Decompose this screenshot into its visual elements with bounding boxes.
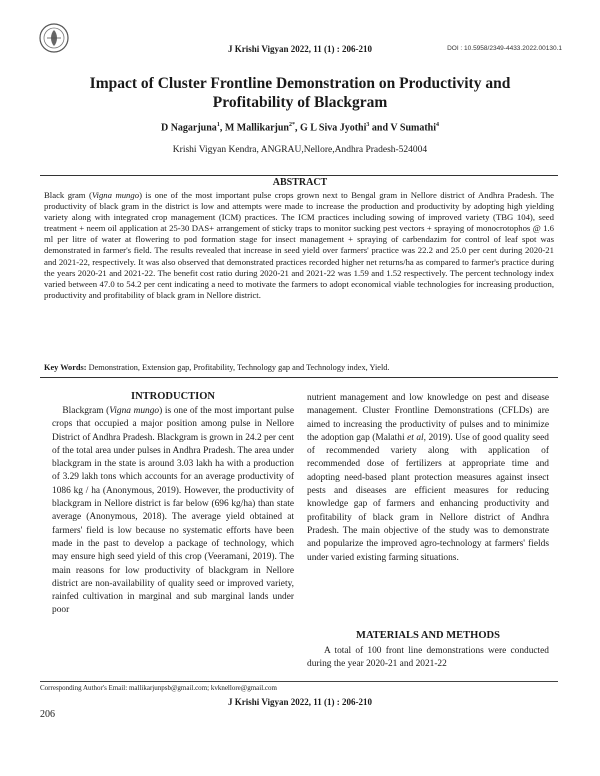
body-text-part: Blackgram ( — [62, 406, 110, 416]
introduction-text-left — [52, 405, 294, 618]
page-number: 206 — [40, 709, 55, 720]
keywords-list: Demonstration, Extension gap, Profitability, Technology gap and Technology index, Yield. — [88, 363, 390, 372]
species-name: Vigna mungo — [109, 406, 160, 416]
author-affil-mark: 1 — [216, 122, 220, 128]
citation-etal: et al, — [407, 432, 426, 443]
corresponding-author-email: Corresponding Author's Email: mallikarjunpsb@gmail.com; kvknellore@gmail.com — [40, 684, 277, 692]
introduction-text-right — [307, 392, 549, 565]
methods-heading: MATERIALS AND METHODS — [356, 630, 500, 641]
author-affil-mark: 2* — [288, 122, 295, 128]
author-name: V Sumathi — [390, 122, 437, 134]
body-text-part: 2019). Use of good quality seed of recommended variety along with application of recommended dose of fertilizers at appropriate time and adopting need-based plant protection measures against insect pests and diseases are efficient measures for reducing knowledge gap of farmers and enhancing productivity and profitability of black gram in Nellore district of Andhra Pradesh. The main objective of the study was to demonstrate and popularize the improved agro-technology at farmers' fields under varied existing farming situations. — [307, 432, 549, 563]
keywords — [44, 362, 554, 373]
body-text-part: nutrient management and low knowledge on pest and disease management. Cluster Frontline Demonstrations (CFLDs) are aimed to increasing the productivity of pulses and to minimize the adoption gap (Malathi — [307, 393, 549, 443]
body-text-part: ) is one of the most important pulse crops that occupied a major position among pulse in Nellore District of Andhra Pradesh. Blackgram is grown in 24.2 per cent of the total area under pulses in Andhra Pradesh. The area under blackgram in the state is around 3.03 lakh ha with a production of 3.29 lakh tons which accounts for an average productivity of 1086 kg / ha (Anonymous, 2019). However, the productivity of blackgram in Nellore district is far below (696 kg/ha) than state average (Anonymous, 2018). The average yield obtained at farmers' field is low because no systematic efforts have been made in the past to develop a package of technology, which may ensure high seed yield of this crop (Veeramani, 2019). The main reasons for low productivity of blackgram in Nellore district are non-availability of quality seed or improved variety, rainfed cultivation in marginal and sub marginal lands under poor — [52, 406, 294, 616]
author-list: D Nagarjuna$^1$, M Mallikarjun$^{2*}$, G L Siva Jyothi$^3$ and V Sumathi$^4$ — [160, 122, 440, 134]
methods-text — [307, 645, 549, 672]
affiliation: Krishi Vigyan Kendra, ANGRAU,Nellore,Andhra Pradesh-524004 — [172, 145, 428, 155]
abstract-heading: ABSTRACT — [272, 177, 328, 188]
article-title: Impact of Cluster Frontline Demonstration on Productivity and Profitability of Blackgram — [89, 75, 511, 111]
author-name: M Mallikarjun — [224, 122, 289, 134]
species-name: Vigna mungo — [91, 190, 140, 200]
keywords-label: Key Words: — [44, 363, 87, 372]
author-affil-mark: 3 — [366, 122, 370, 128]
abstract-text — [44, 190, 554, 301]
introduction-heading: INTRODUCTION — [130, 391, 215, 402]
abstract-text-part: ) is one of the most important pulse crops grown next to Bengal gram in Nellore district of Andhra Pradesh. The productivity of black gram in the district is low and attempts were made to increase the production and productivity by adopting high yielding variety along with integrated crop management (ICM) practices. The ICM practices including sowing of improved variety (TBG 104), seed treatment + neem oil application at 25-30 DAS+ arrangement of sticky traps to monitor sucking pest vectors + spraying of monocrotophos @ 1.6 ml per litre of water at flowering to pod formation stage for insect management + spraying of carbendazim for control of leaf spot was demonstrated in farmer's field. The results revealed that increase in seed yield over farmers' practice was 22.2 and 25.0 per cent during 2020-21 and 2021-22, respectively. It was also observed that demonstrated practices recorded higher net returns/ha as compared to farmer's practice during the years 2020-21 and 2021-22. The benefit cost ratio during 2020-21 and 2021-22 was 1.59 and 1.52 respectively. The percent technology index varied between 47.0 to 54.2 per cent indicating a need to motivate the farmers to adopt economical viable technologies for increasing production, productivity and profitability of black gram in Nellore district. — [44, 190, 554, 300]
footnote-divider — [40, 681, 558, 682]
author-name: G L Siva Jyothi — [299, 122, 367, 134]
footer-journal-citation: J Krishi Vigyan 2022, 11 (1) : 206-210 — [227, 697, 372, 707]
doi: DOI : 10.5958/2349-4433.2022.00130.1 — [447, 45, 562, 52]
body-text-part: A total of 100 front line demonstrations were conducted during the year 2020-21 and 2021-22 — [307, 646, 549, 670]
abstract-text-part: Black gram ( — [44, 190, 92, 200]
journal-citation-header: J Krishi Vigyan 2022, 11 (1) : 206-210 — [227, 44, 372, 54]
author-affil-mark: 4 — [436, 122, 440, 128]
author-name: D Nagarjuna — [160, 122, 217, 134]
